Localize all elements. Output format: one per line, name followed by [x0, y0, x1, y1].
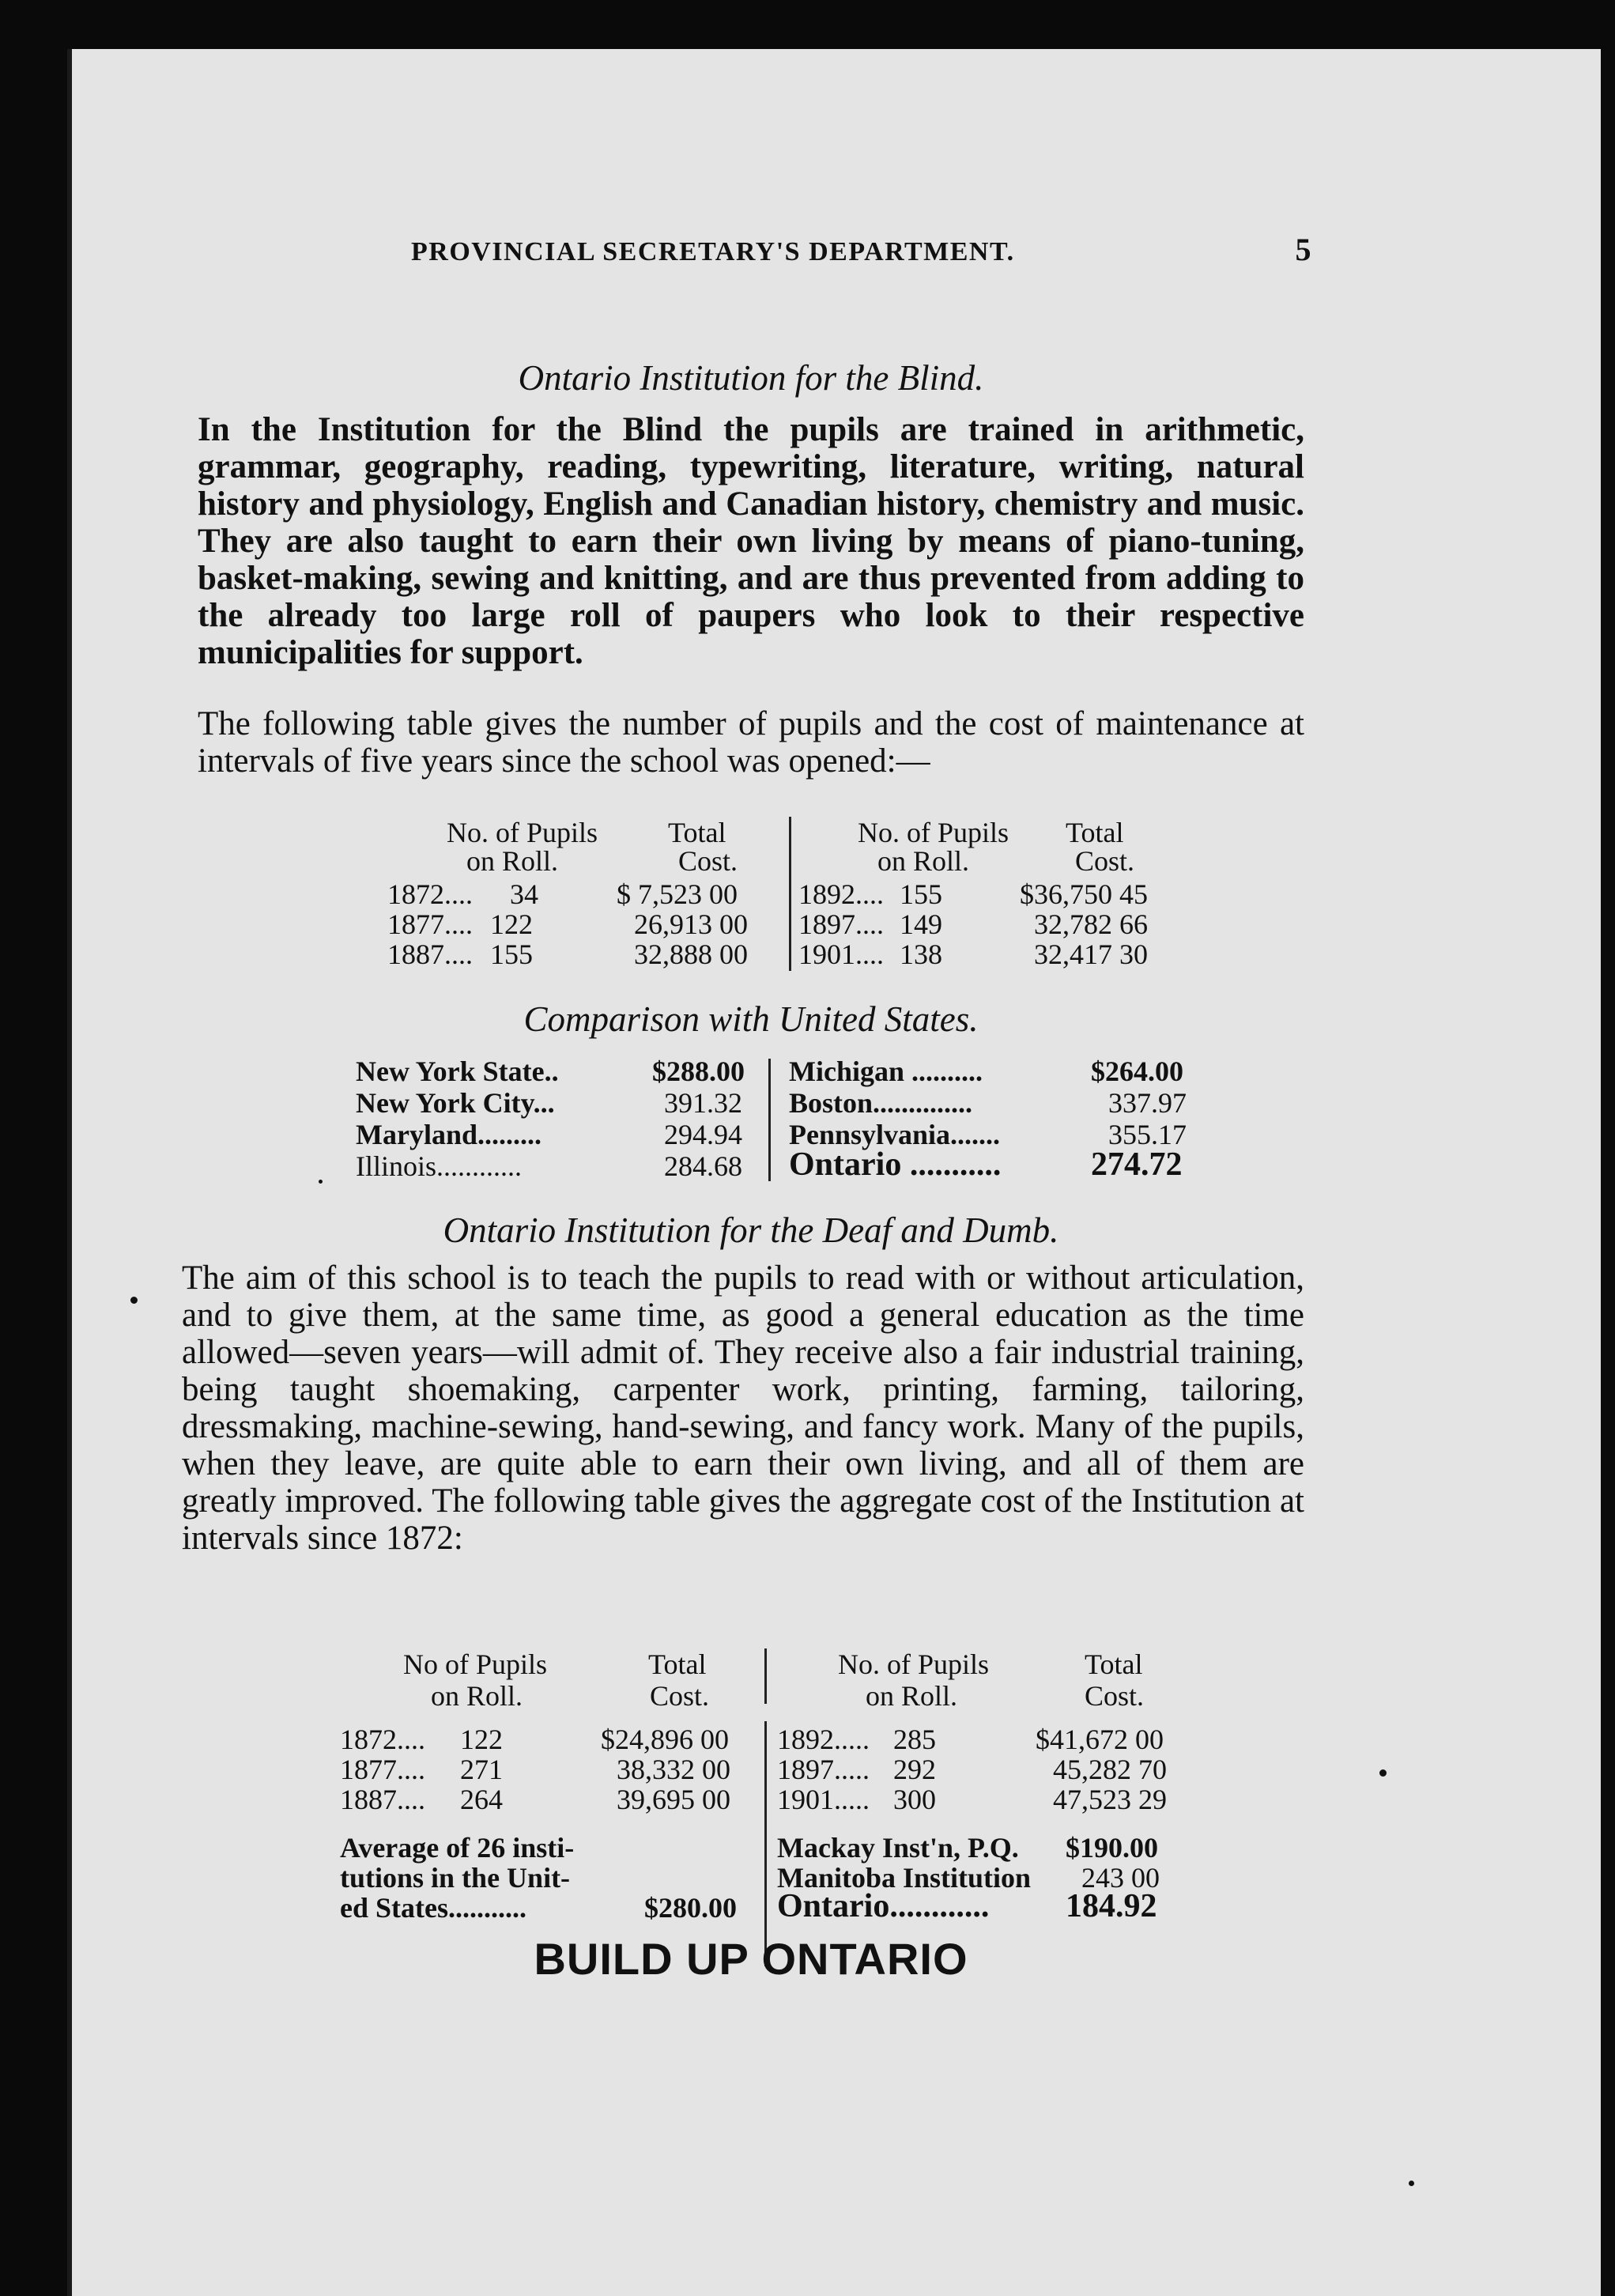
- blind-right-header-onroll: on Roll.: [877, 845, 970, 877]
- deaf-paragraph: The aim of this school is to teach the pupils to read with or without articulation, and to give them, at the same time, as good a general education as the time allowed—seven years—will admit of. They receive also a fair industrial training, being taught shoemaking, carpenter work, printing, farming, tailoring, dressmaking, machine-sewing, hand-sewing, and fancy work. Many of the pupils, when they leave, are quite able to earn their own living, and all of them are greatly improved. The following table gives the aggregate cost of the Institution at intervals since 1872:: [182, 1259, 1304, 1557]
- row-year: 1877....: [387, 908, 473, 940]
- comparison-label: Maryland.........: [356, 1119, 542, 1150]
- row-pupils: 271: [460, 1754, 503, 1785]
- row-pupils: 155: [490, 938, 533, 970]
- institution-value: $190.00: [1066, 1832, 1158, 1864]
- row-year: 1897.....: [777, 1754, 870, 1785]
- comparison-value: 294.94: [664, 1119, 742, 1150]
- deaf-right-header-cost: Cost.: [1085, 1680, 1145, 1712]
- row-cost: 32,417 30: [1034, 938, 1148, 970]
- comparison-title: Comparison with United States.: [523, 999, 979, 1039]
- row-year: 1887....: [340, 1784, 425, 1815]
- row-cost: 45,282 70: [1053, 1754, 1167, 1785]
- row-year: 1901.....: [777, 1784, 870, 1815]
- comparison-label: Michigan ..........: [789, 1055, 983, 1087]
- row-cost: $36,750 45: [1020, 878, 1148, 910]
- blind-left-header-total: Total: [668, 817, 726, 848]
- row-pupils: 285: [893, 1724, 936, 1755]
- row-pupils: 292: [893, 1754, 936, 1785]
- deaf-section-title: Ontario Institution for the Deaf and Dumb.: [443, 1210, 1059, 1250]
- comparison-label: New York State..: [356, 1055, 559, 1087]
- row-pupils: 149: [900, 908, 942, 940]
- row-pupils: 155: [900, 878, 942, 910]
- blind-pupils-table: [198, 817, 1304, 975]
- blind-paragraph-1: In the Institution for the Blind the pupils are trained in arithmetic, grammar, geography, reading, typewriting, literature, writing, natural history and physiology, English and Canadian history, chemistry and music. They are also taught to earn their own living by means of piano-tuning, basket-making, sewing and knitting, and are thus prevented from adding to the already too large roll of paupers who look to their respective municipalities for support.: [198, 411, 1304, 671]
- row-cost: 47,523 29: [1053, 1784, 1167, 1815]
- row-cost: 38,332 00: [617, 1754, 730, 1785]
- blind-right-header-pupils: No. of Pupils: [858, 817, 1009, 848]
- institution-value: 243 00: [1081, 1862, 1160, 1894]
- row-cost: 32,888 00: [634, 938, 748, 970]
- average-value: $280.00: [644, 1892, 737, 1924]
- blind-paragraph-2: The following table gives the number of pupils and the cost of maintenance at intervals of five years since the school was opened:—: [198, 705, 1304, 780]
- row-pupils: 300: [893, 1784, 936, 1815]
- blind-right-header-total: Total: [1066, 817, 1124, 848]
- row-year: 1872....: [387, 878, 473, 910]
- institution-label: Mackay Inst'n, P.Q.: [777, 1832, 1019, 1864]
- row-pupils: 122: [460, 1724, 503, 1755]
- row-cost: $24,896 00: [601, 1724, 729, 1755]
- comparison-value: 284.68: [664, 1150, 742, 1182]
- deaf-cost-table: [198, 1648, 1304, 1965]
- comparison-value: 355.17: [1108, 1119, 1187, 1150]
- deaf-left-header-cost: Cost.: [650, 1680, 710, 1712]
- page-number: 5: [1295, 232, 1312, 267]
- row-cost: $ 7,523 00: [617, 878, 738, 910]
- deaf-right-header-total: Total: [1085, 1648, 1143, 1680]
- row-cost: 39,695 00: [617, 1784, 730, 1815]
- row-pupils: 264: [460, 1784, 503, 1815]
- deaf-header-divider: [764, 1648, 767, 1704]
- blind-left-header-pupils: No. of Pupils: [447, 817, 598, 848]
- average-line-1: Average of 26 insti-: [340, 1832, 575, 1864]
- deaf-body-divider: [764, 1721, 767, 1966]
- row-year: 1892.....: [777, 1724, 870, 1755]
- deaf-right-header-pupils: No. of Pupils: [838, 1648, 990, 1680]
- comparison-label: New York City...: [356, 1087, 555, 1119]
- row-cost: 32,782 66: [1034, 908, 1148, 940]
- deaf-left-header-total: Total: [648, 1648, 707, 1680]
- deaf-left-header-onroll: on Roll.: [431, 1680, 523, 1712]
- blind-right-header-cost: Cost.: [1075, 845, 1135, 877]
- row-year: 1901....: [798, 938, 884, 970]
- scan-speck: [319, 1180, 323, 1184]
- build-up-ontario-slogan: BUILD UP ONTARIO: [534, 1934, 968, 1984]
- row-pupils: 34: [510, 878, 538, 910]
- scan-speck: [1379, 1769, 1387, 1777]
- row-year: 1872....: [340, 1724, 425, 1755]
- blind-left-header-cost: Cost.: [678, 845, 738, 877]
- comparison-value: $288.00: [652, 1055, 745, 1087]
- institution-value: 184.92: [1066, 1888, 1157, 1924]
- comparison-value: 391.32: [664, 1087, 742, 1119]
- row-pupils: 122: [490, 908, 533, 940]
- comparison-label: Boston..............: [789, 1087, 973, 1119]
- row-cost: $41,672 00: [1036, 1724, 1164, 1755]
- running-head-title: PROVINCIAL SECRETARY'S DEPARTMENT.: [411, 237, 1015, 266]
- institution-label: Ontario............: [777, 1888, 990, 1924]
- blind-section-title: Ontario Institution for the Blind.: [518, 358, 984, 398]
- comparison-label: Ontario ...........: [789, 1146, 1002, 1183]
- scan-speck: [1409, 2181, 1414, 2186]
- row-year: 1887....: [387, 938, 473, 970]
- deaf-left-header-pupils: No of Pupils: [403, 1648, 548, 1680]
- deaf-right-header-onroll: on Roll.: [866, 1680, 958, 1712]
- comparison-value: 274.72: [1091, 1146, 1183, 1183]
- comparison-label: Illinois............: [356, 1150, 523, 1182]
- row-cost: 26,913 00: [634, 908, 748, 940]
- comparison-value: $264.00: [1091, 1055, 1183, 1087]
- comparison-value: 337.97: [1108, 1087, 1187, 1119]
- comparison-table: [198, 1055, 1304, 1190]
- scan-speck: [130, 1297, 138, 1304]
- blind-table-divider: [789, 817, 791, 971]
- row-year: 1892....: [798, 878, 884, 910]
- blind-left-header-onroll: on Roll.: [466, 845, 559, 877]
- row-year: 1897....: [798, 908, 884, 940]
- average-line-3: ed States...........: [340, 1892, 526, 1924]
- row-year: 1877....: [340, 1754, 425, 1785]
- comparison-label: Pennsylvania.......: [789, 1119, 1001, 1150]
- institution-label: Manitoba Institution: [777, 1862, 1032, 1894]
- comparison-divider: [768, 1059, 771, 1181]
- row-pupils: 138: [900, 938, 942, 970]
- average-line-2: tutions in the Unit-: [340, 1862, 571, 1894]
